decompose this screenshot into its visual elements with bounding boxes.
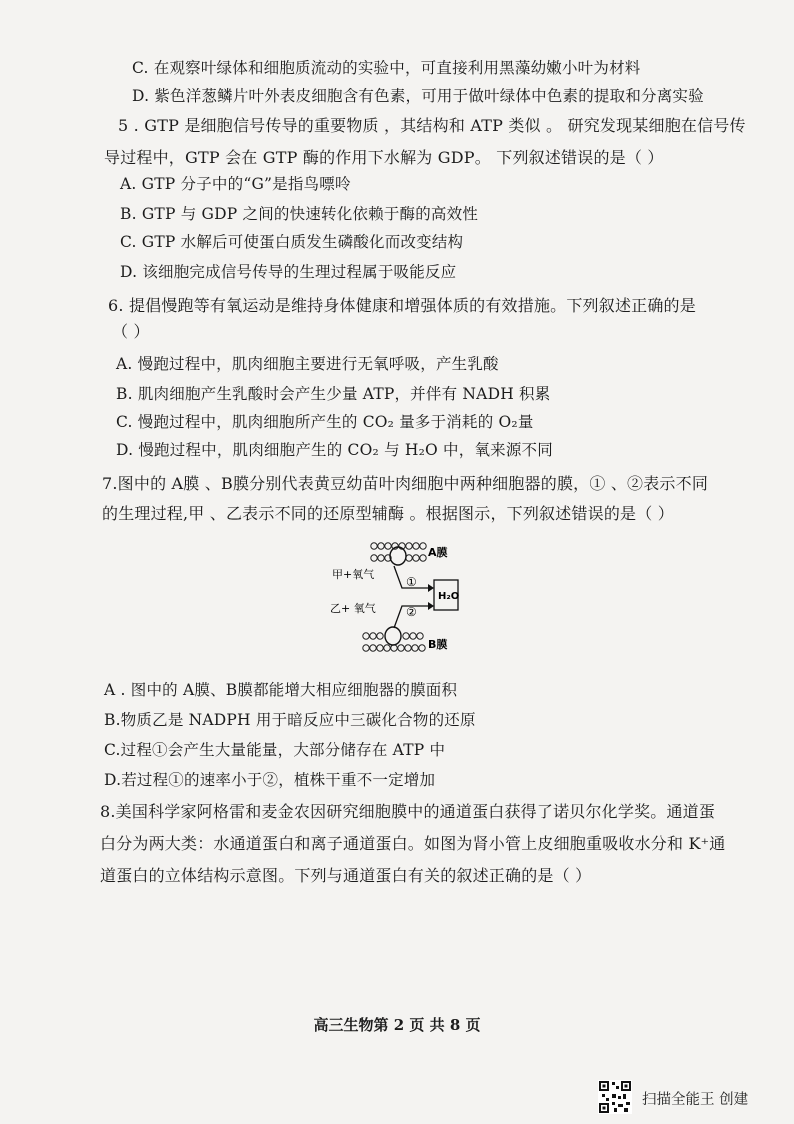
process1-marker: ① bbox=[406, 575, 417, 589]
q7-option-a: A . 图中的 A膜、B膜都能增大相应细胞器的膜面积 bbox=[104, 681, 458, 699]
q6-option-b: B. 肌肉细胞产生乳酸时会产生少量 ATP，并伴有 NADH 积累 bbox=[116, 385, 551, 403]
b-membrane-icon bbox=[363, 627, 425, 651]
membrane-diagram-svg bbox=[330, 536, 460, 660]
q8-stem-line2: 白分为两大类：水通道蛋白和离子通道蛋白。如图为肾小管上皮细胞重吸收水分和 K⁺通 bbox=[100, 834, 726, 853]
q7-option-d: D.若过程①的速率小于②，植株干重不一定增加 bbox=[104, 771, 436, 789]
q6-stem-line1: 6. 提倡慢跑等有氧运动是维持身体健康和增强体质的有效措施。下列叙述正确的是 bbox=[108, 296, 696, 315]
q7-stem-line2: 的生理过程,甲 、乙表示不同的还原型辅酶 。根据图示，下列叙述错误的是（ ） bbox=[102, 504, 674, 523]
q8-stem-line3: 道蛋白的立体结构示意图。下列与通道蛋白有关的叙述正确的是（ ） bbox=[100, 866, 592, 885]
qr-code-icon bbox=[598, 1080, 632, 1114]
a-membrane-label: A膜 bbox=[428, 546, 448, 559]
q4-option-c: C. 在观察叶绿体和细胞质流动的实验中，可直接利用黑藻幼嫩小叶为材料 bbox=[132, 59, 641, 77]
yi-oxygen-label: 乙+ 氧气 bbox=[330, 602, 376, 615]
jia-oxygen-label: 甲+氧气 bbox=[332, 568, 375, 581]
q8-stem-line1: 8.美国科学家阿格雷和麦金农因研究细胞膜中的通道蛋白获得了诺贝尔化学奖。通道蛋 bbox=[100, 802, 716, 821]
q5-option-d: D. 该细胞完成信号传导的生理过程属于吸能反应 bbox=[120, 263, 457, 281]
q7-option-c: C.过程①会产生大量能量，大部分储存在 ATP 中 bbox=[104, 741, 446, 759]
q4-option-d: D. 紫色洋葱鳞片叶外表皮细胞含有色素，可用于做叶绿体中色素的提取和分离实验 bbox=[132, 87, 704, 105]
process2-marker: ② bbox=[406, 605, 417, 619]
process1-arrowhead-icon bbox=[428, 584, 434, 592]
scanner-watermark: 扫描全能王 创建 bbox=[642, 1092, 749, 1108]
q6-stem-line2: （ ） bbox=[112, 322, 150, 341]
h2o-label: H₂O bbox=[438, 591, 460, 602]
q5-option-c: C. GTP 水解后可使蛋白质发生磷酸化而改变结构 bbox=[120, 233, 464, 251]
q6-option-a: A. 慢跑过程中，肌肉细胞主要进行无氧呼吸，产生乳酸 bbox=[116, 355, 499, 373]
a-membrane-icon bbox=[371, 543, 426, 565]
q5-option-a: A. GTP 分子中的“G”是指鸟嘌呤 bbox=[120, 175, 351, 193]
page-footer: 高三生物第 2 页 共 8 页 bbox=[313, 1016, 481, 1034]
b-membrane-label: B膜 bbox=[428, 638, 448, 651]
q5-stem-line2: 导过程中，GTP 会在 GTP 酶的作用下水解为 GDP。 下列叙述错误的是（ ） bbox=[104, 148, 664, 167]
q5-stem-line1: 5 . GTP 是细胞信号传导的重要物质 ，其结构和 ATP 类似 。 研究发现某细胞在信号传 bbox=[118, 116, 746, 135]
q7-stem-line1: 7.图中的 A膜 、B膜分别代表黄豆幼苗叶肉细胞中两种细胞器的膜，① 、②表示不同 bbox=[102, 474, 709, 493]
q6-option-d: D. 慢跑过程中，肌肉细胞产生的 CO₂ 与 H₂O 中，氧来源不同 bbox=[116, 441, 553, 459]
q5-option-b: B. GTP 与 GDP 之间的快速转化依赖于酶的高效性 bbox=[120, 205, 479, 223]
membrane-diagram bbox=[330, 536, 460, 660]
q7-option-b: B.物质乙是 NADPH 用于暗反应中三碳化合物的还原 bbox=[104, 711, 476, 729]
q6-option-c: C. 慢跑过程中，肌肉细胞所产生的 CO₂ 量多于消耗的 O₂量 bbox=[116, 413, 534, 431]
process2-arrowhead-icon bbox=[428, 602, 434, 610]
